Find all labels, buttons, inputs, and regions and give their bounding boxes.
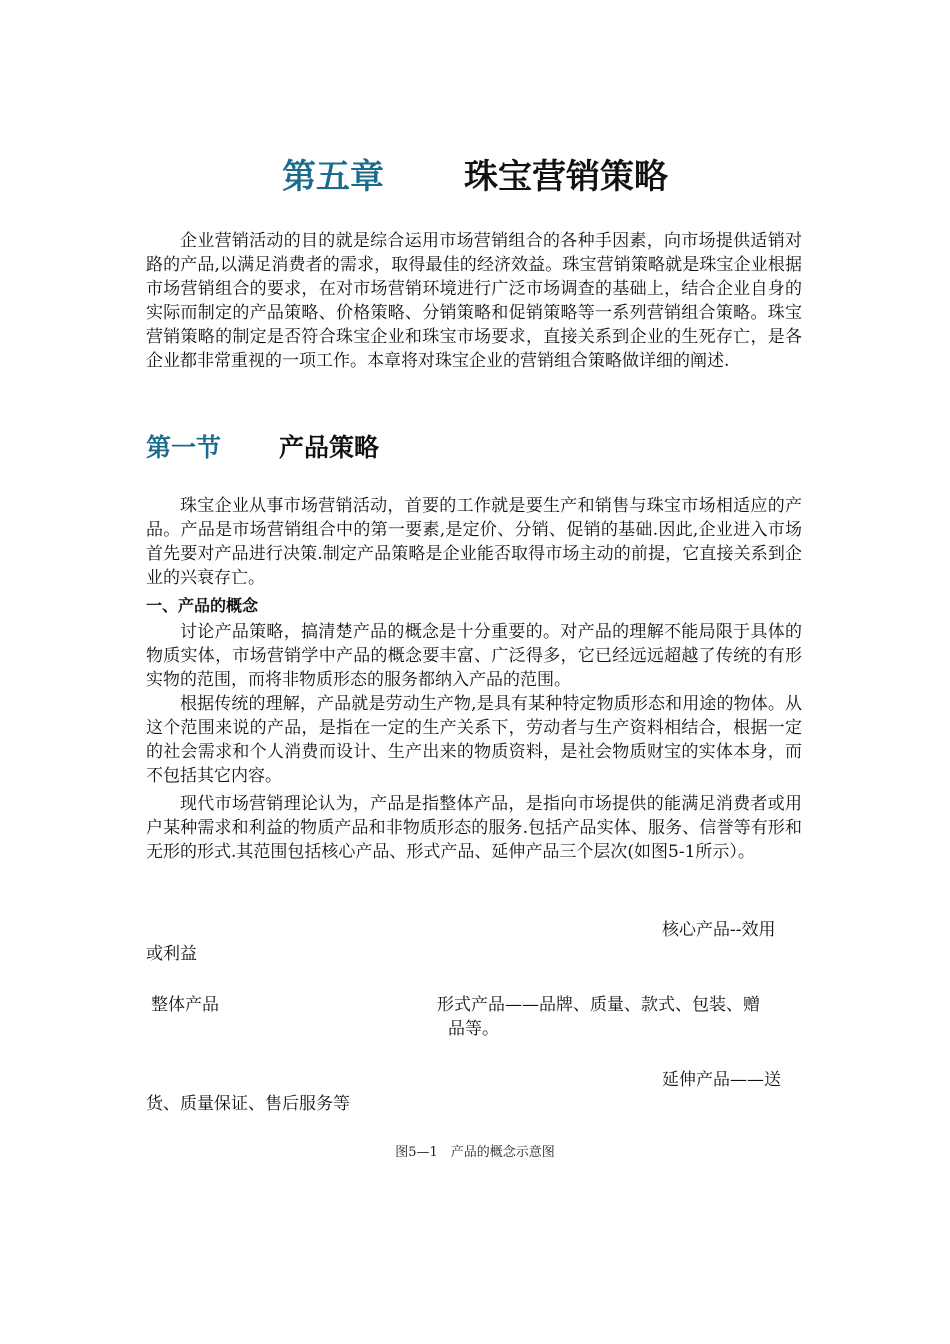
- section-paragraph: 珠宝企业从事市场营销活动，首要的工作就是要生产和销售与珠宝市场相适应的产品。产品是市场营销组合中的第一要素,是定价、分销、促销的基础.因此,企业进入市场首先要对产品进行决策.制定产品策略是企业能否取得市场主动的前提，它直接关系到企业的兴衰存亡。: [146, 496, 802, 588]
- chapter-name: 珠宝营销策略: [464, 157, 668, 197]
- section-number: 第一节: [146, 433, 222, 462]
- concept-paragraph-2: 根据传统的理解，产品就是劳动生产物,是具有某种特定物质形态和用途的物体。从这个范围来说的产品，是指在一定的生产关系下，劳动者与生产资料相结合，根据一定的社会需求和个人消费而设计、生产出来的物质资料，是社会物质财宝的实体本身，而不包括其它内容。: [146, 694, 802, 786]
- whole-product-label: 整体产品: [151, 995, 219, 1015]
- core-product-line2: 或利益: [146, 944, 197, 964]
- figure-caption: 图5—1 产品的概念示意图: [395, 1145, 555, 1160]
- form-product-line1: 形式产品——品牌、质量、款式、包装、赠: [437, 995, 760, 1015]
- chapter-title: [0, 152, 950, 202]
- concept-paragraph-3: 现代市场营销理论认为，产品是指整体产品，是指向市场提供的能满足消费者或用户某种需求和利益的物质产品和非物质形态的服务.包括产品实体、服务、信誉等有形和无形的形式.其范围包括核心产品、形式产品、延伸产品三个层次(如图5-1所示）。: [146, 794, 802, 862]
- intro-paragraph: 企业营销活动的目的就是综合运用市场营销组合的各种手因素，向市场提供适销对路的产品,以满足消费者的需求，取得最佳的经济效益。珠宝营销策略就是珠宝企业根据市场营销组合的要求，在对市场营销环境进行广泛市场调查的基础上，结合企业自身的实际而制定的产品策略、价格策略、分销策略和促销策略等一系列营销组合策略。珠宝营销策略的制定是否符合珠宝企业和珠宝市场要求，直接关系到企业的生死存亡，是各企业都非常重视的一项工作。本章将对珠宝企业的营销组合策略做详细的阐述.: [146, 231, 802, 371]
- core-product-line1: 核心产品--效用: [662, 920, 776, 940]
- section-name: 产品策略: [279, 433, 380, 462]
- extended-product-line2: 货、质量保证、售后服务等: [146, 1094, 350, 1114]
- chapter-number: 第五章: [282, 157, 384, 197]
- section-title: [146, 428, 379, 468]
- extended-product-line1: 延伸产品——送: [662, 1070, 781, 1090]
- subsection-heading: 一、产品的概念: [146, 596, 259, 615]
- form-product-line2: 品等。: [448, 1019, 499, 1039]
- concept-paragraph-1: 讨论产品策略，搞清楚产品的概念是十分重要的。对产品的理解不能局限于具体的物质实体，市场营销学中产品的概念要丰富、广泛得多，它已经远远超越了传统的有形实物的范围，而将非物质形态的服务都纳入产品的范围。: [146, 622, 802, 690]
